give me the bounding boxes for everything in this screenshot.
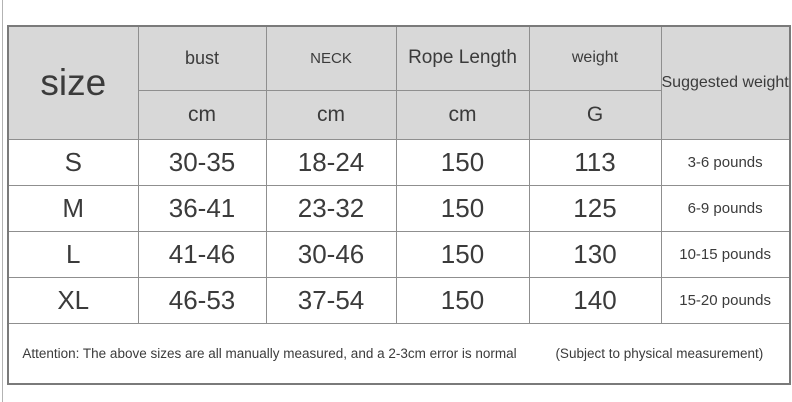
cell-size: XL: [8, 277, 138, 323]
cell-weight: 125: [529, 185, 661, 231]
cell-bust: 41-46: [138, 231, 266, 277]
cell-suggested: 3-6 pounds: [661, 139, 790, 185]
cell-neck: 18-24: [266, 139, 396, 185]
cell-bust: 46-53: [138, 277, 266, 323]
cell-neck: 23-32: [266, 185, 396, 231]
cell-size: M: [8, 185, 138, 231]
size-chart-table: [7, 25, 791, 385]
footer-cell: [8, 323, 790, 384]
header-rope-length-label: Rope Length: [396, 26, 529, 90]
cell-weight: 140: [529, 277, 661, 323]
cell-suggested: 10-15 pounds: [661, 231, 790, 277]
cell-neck: 37-54: [266, 277, 396, 323]
table-row: [8, 277, 790, 323]
cell-bust: 30-35: [138, 139, 266, 185]
cell-bust: 36-41: [138, 185, 266, 231]
cell-rope: 150: [396, 277, 529, 323]
attention-note: Attention: The above sizes are all manually measured, and a 2-3cm error is normal: [22, 345, 517, 361]
table-row: [8, 231, 790, 277]
header-size: size: [8, 26, 138, 139]
unit-rope-cm: cm: [396, 90, 529, 139]
header-suggested-weight: Suggested weight: [661, 26, 790, 139]
left-frame-line: [2, 0, 3, 402]
cell-weight: 113: [529, 139, 661, 185]
header-bust-label: bust: [138, 26, 266, 90]
cell-rope: 150: [396, 139, 529, 185]
cell-suggested: 6-9 pounds: [661, 185, 790, 231]
cell-rope: 150: [396, 231, 529, 277]
measurement-note: (Subject to physical measurement): [555, 345, 764, 361]
header-neck-label: NECK: [266, 26, 396, 90]
unit-neck-cm: cm: [266, 90, 396, 139]
header-weight-label: weight: [529, 26, 661, 90]
cell-suggested: 15-20 pounds: [661, 277, 790, 323]
table-row: [8, 139, 790, 185]
header-row-labels: [8, 26, 790, 90]
footer-row: [8, 323, 790, 384]
cell-rope: 150: [396, 185, 529, 231]
footer-content: [9, 346, 789, 361]
unit-bust-cm: cm: [138, 90, 266, 139]
cell-size: L: [8, 231, 138, 277]
cell-size: S: [8, 139, 138, 185]
table-row: [8, 185, 790, 231]
cell-weight: 130: [529, 231, 661, 277]
cell-neck: 30-46: [266, 231, 396, 277]
unit-weight-g: G: [529, 90, 661, 139]
